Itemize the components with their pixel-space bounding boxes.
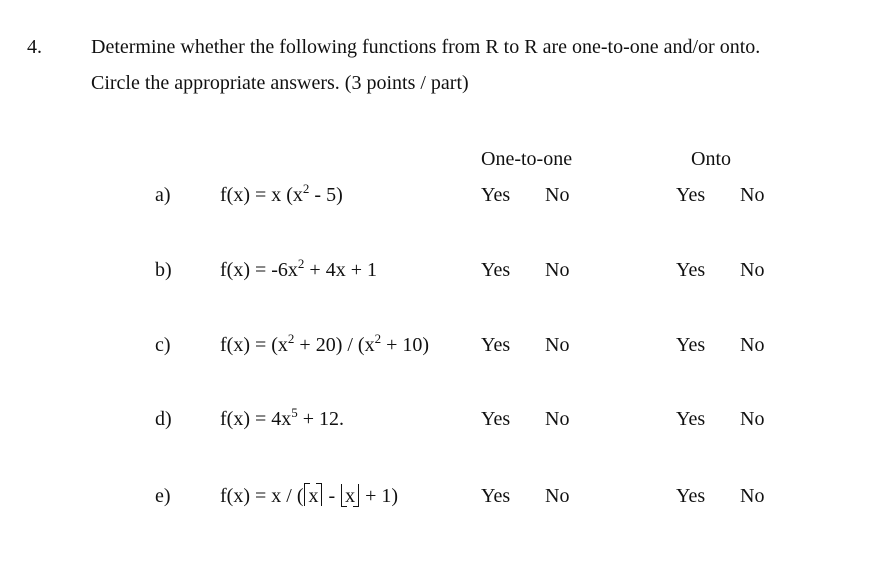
function-b-prefix: f(x) = -6x xyxy=(220,259,298,281)
a-one-to-one-yes[interactable]: Yes xyxy=(481,184,511,206)
function-e-ceil-var: x xyxy=(308,485,319,507)
e-one-to-one-yes[interactable]: Yes xyxy=(481,485,511,507)
d-onto-no[interactable]: No xyxy=(740,408,765,430)
part-label-e: e) xyxy=(155,485,171,507)
header-one-to-one: One-to-one xyxy=(481,148,573,170)
a-onto-yes[interactable]: Yes xyxy=(676,184,706,206)
function-e-suffix: + 1) xyxy=(360,485,399,507)
function-b-exponent: 2 xyxy=(297,256,305,271)
function-a-prefix: f(x) = x (x xyxy=(220,184,303,206)
c-one-to-one-no[interactable]: No xyxy=(545,334,570,356)
b-one-to-one-no[interactable]: No xyxy=(545,259,570,281)
function-a-exponent: 2 xyxy=(302,181,310,196)
function-d-prefix: f(x) = 4x xyxy=(220,408,292,430)
function-e xyxy=(220,486,398,506)
function-e-mid: - xyxy=(323,485,341,507)
function-d xyxy=(220,405,345,430)
function-b xyxy=(220,256,377,281)
function-d-suffix: + 12. xyxy=(297,408,345,430)
function-a-suffix: - 5) xyxy=(309,184,343,206)
function-c xyxy=(220,331,430,356)
c-one-to-one-yes[interactable]: Yes xyxy=(481,334,511,356)
c-onto-no[interactable]: No xyxy=(740,334,765,356)
b-onto-yes[interactable]: Yes xyxy=(676,259,706,281)
question-line-1: Determine whether the following functions from R to R are one-to-one and/or onto. xyxy=(91,36,761,58)
ceiling-bracket xyxy=(304,486,322,506)
function-b-suffix: + 4x + 1 xyxy=(304,259,377,281)
b-one-to-one-yes[interactable]: Yes xyxy=(481,259,511,281)
function-c-exponent-2: 2 xyxy=(374,331,382,346)
a-one-to-one-no[interactable]: No xyxy=(545,184,570,206)
function-c-prefix: f(x) = (x xyxy=(220,334,288,356)
function-c-mid: + 20) / (x xyxy=(294,334,375,356)
d-onto-yes[interactable]: Yes xyxy=(676,408,706,430)
c-onto-yes[interactable]: Yes xyxy=(676,334,706,356)
question-number: 4. xyxy=(27,36,42,58)
floor-bracket xyxy=(341,486,359,506)
e-one-to-one-no[interactable]: No xyxy=(545,485,570,507)
function-e-prefix: f(x) = x / ( xyxy=(220,485,304,507)
part-label-d: d) xyxy=(155,408,172,430)
function-c-exponent-1: 2 xyxy=(287,331,295,346)
header-onto: Onto xyxy=(691,148,731,170)
function-c-suffix: + 10) xyxy=(381,334,430,356)
part-label-c: c) xyxy=(155,334,171,356)
function-d-exponent: 5 xyxy=(291,405,298,420)
part-label-a: a) xyxy=(155,184,171,206)
d-one-to-one-yes[interactable]: Yes xyxy=(481,408,511,430)
function-e-floor-var: x xyxy=(345,485,356,507)
b-onto-no[interactable]: No xyxy=(740,259,765,281)
e-onto-no[interactable]: No xyxy=(740,485,765,507)
a-onto-no[interactable]: No xyxy=(740,184,765,206)
question-line-2: Circle the appropriate answers. (3 points / part) xyxy=(91,72,469,94)
d-one-to-one-no[interactable]: No xyxy=(545,408,570,430)
e-onto-yes[interactable]: Yes xyxy=(676,485,706,507)
part-label-b: b) xyxy=(155,259,172,281)
function-a xyxy=(220,181,343,206)
